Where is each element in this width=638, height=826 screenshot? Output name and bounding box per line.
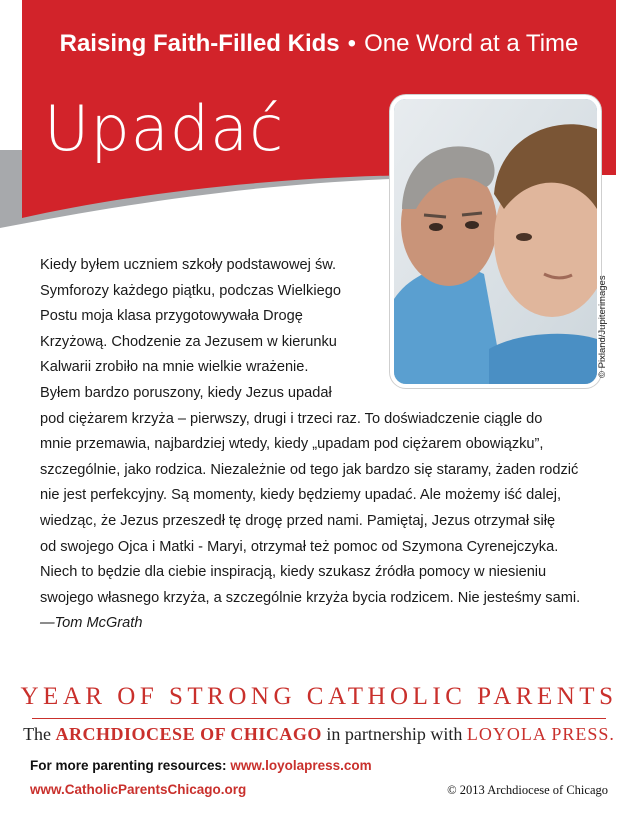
footer-divider (32, 718, 606, 719)
body-line: pod ciężarem krzyża – pierwszy, drugi i trzeci raz. To doświadczenie ciągle do (40, 410, 543, 427)
campaign-title: YEAR OF STRONG CATHOLIC PARENTS (20, 683, 618, 710)
photo-credit: © Pixland/Jupiterimages (597, 275, 608, 378)
body-line: nie jest perfekcyjny. Są momenty, kiedy będziemy upadać. Ale możemy iść dalej, (40, 487, 562, 504)
copyright: © 2013 Archdiocese of Chicago (447, 783, 608, 797)
series-title (0, 30, 638, 58)
body-text (40, 253, 580, 637)
series-title-bold: Raising Faith-Filled Kids (59, 30, 340, 57)
series-separator: • (347, 30, 357, 57)
loyola-press-logo: LOYOLA PRESS. (466, 724, 615, 744)
body-line: Symforozy każdego piątku, podczas Wielkiego (40, 282, 341, 299)
partner-the: The (23, 724, 52, 744)
catholic-parents-link[interactable]: www.CatholicParentsChicago.org (30, 782, 247, 797)
partnership-line (0, 724, 638, 745)
loyola-link[interactable]: www.loyolapress.com (230, 758, 372, 773)
body-line: mnie przemawia, najbardziej wtedy, kiedy „upadam pod ciężarem obowiązku”, (40, 436, 544, 453)
body-line: Postu moja klasa przygotowywała Drogę (40, 308, 303, 325)
body-line: od swojego Ojca i Matki - Maryi, otrzymał też pomoc od Szymona Cyrenejczyka. (40, 538, 559, 555)
series-title-light: One Word at a Time (364, 30, 579, 57)
body-line: Kalwarii zrobiło na mnie wielkie wrażenie. (40, 359, 309, 376)
body-line: Byłem bardzo poruszony, kiedy Jezus upadał (40, 384, 332, 401)
archdiocese-name: ARCHDIOCESE OF CHICAGO (55, 724, 322, 744)
body-line: swojego własnego krzyża, a szczególnie krzyża bycia rodzicem. Nie jesteśmy sami. (40, 589, 581, 606)
resources-line (30, 758, 372, 773)
body-line: Kiedy byłem uczniem szkoły podstawowej św. (40, 257, 337, 273)
body-line: Niech to będzie dla ciebie inspiracją, kiedy szukasz źródła pomocy w niesieniu (40, 564, 547, 581)
partner-middle: in partnership with (326, 724, 463, 744)
body-line: wiedząc, że Jezus przeszedł tę drogę przed nami. Pamiętaj, Jezus otrzymał siłę (40, 512, 556, 529)
resources-label: For more parenting resources: (30, 758, 227, 773)
body-line: szczególnie, jako rodzica. Niezależnie od tego jak bardzo się staramy, żaden rodzić (40, 461, 579, 478)
author-signature: —Tom McGrath (40, 615, 143, 632)
body-line: Krzyżową. Chodzenie za Jezusem w kierunku (40, 333, 337, 350)
page-title: Upadać (44, 92, 285, 165)
